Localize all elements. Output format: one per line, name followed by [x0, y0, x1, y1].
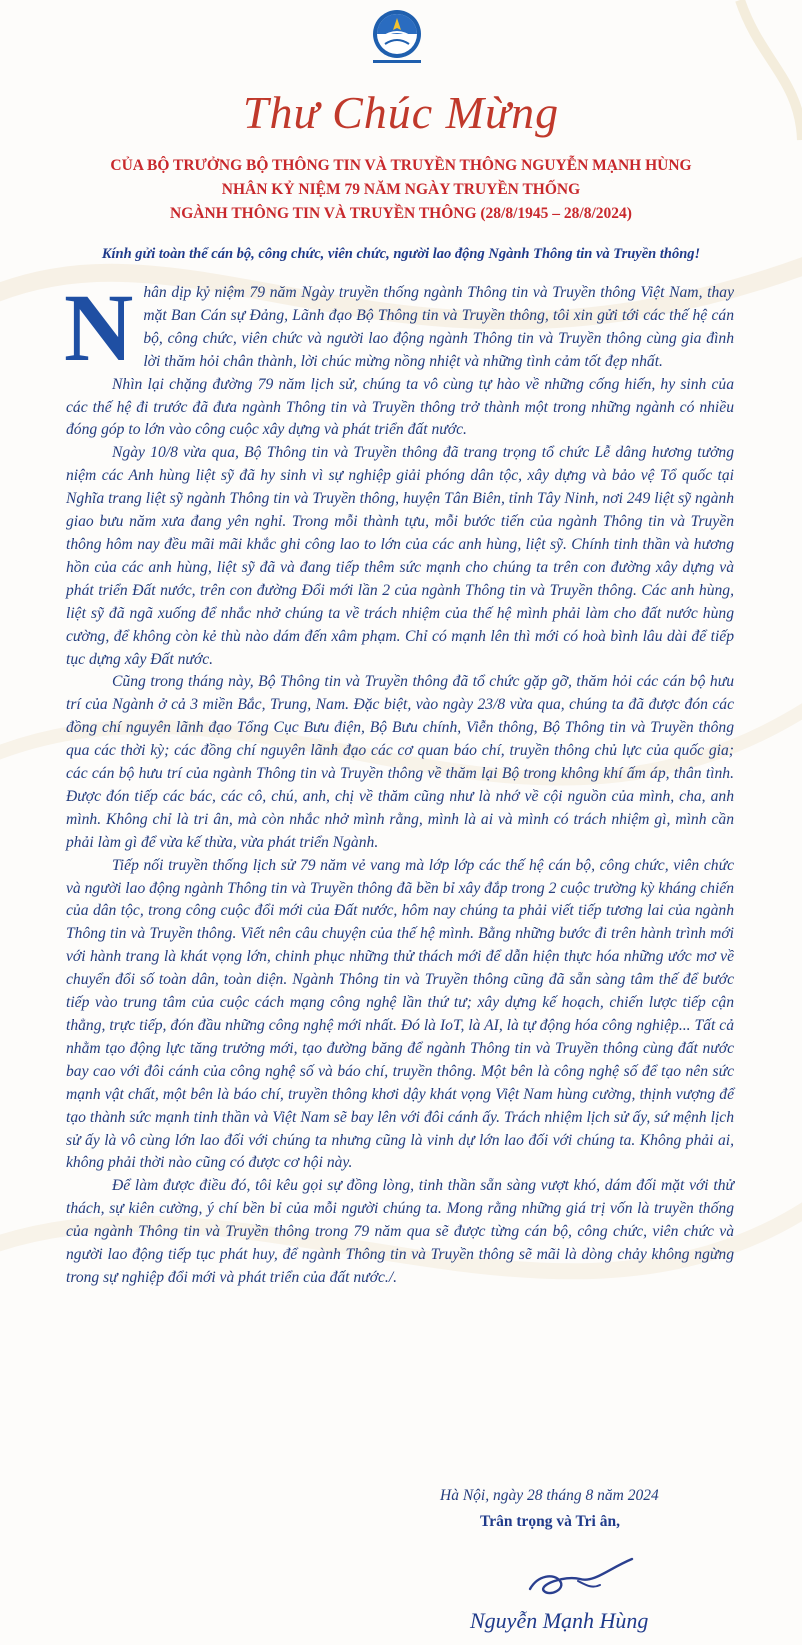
ministry-logo-icon	[361, 8, 433, 70]
paragraph-6: Để làm được điều đó, tôi kêu gọi sự đồng lòng, tinh thần sẵn sàng vượt khó, dám đối mặt với thử thách, sự kiên cường, ý chí bền bỉ của mỗi người chúng ta. Mong rằng những giá trị vốn là truyền thống của ngành Thông tin và Truyền thông trong 79 năm qua sẽ được từng cán bộ, công chức, viên chức và người lao động tiếp tục phát huy, để ngành Thông tin và Truyền thông sẽ mãi là dòng chảy không ngừng trong sự nghiệp đổi mới và phát triển của đất nước./.	[66, 1177, 734, 1286]
paragraph-5: Tiếp nối truyền thống lịch sử 79 năm vẻ vang mà lớp lớp các thế hệ cán bộ, công chức, viên chức và người lao động ngành Thông tin và Truyền thông đã bền bỉ xây đắp trong 2 cuộc trường kỳ kháng chiến của dân tộc, trong công cuộc đổi mới của Đất nước, hôm nay chúng ta phải viết tiếp tương lai của ngành Thông tin và Truyền thông. Viết nên câu chuyện của thế hệ mình. Bằng những bước đi trên hành trình mới với hành trang là khát vọng lớn, chinh phục những thử thách mới để dẫn hiện thực hóa những ước mơ về chuyển đổi số toàn dân, toàn diện. Ngành Thông tin và Truyền thông cũng đã sẵn sàng tâm thế để bước tiếp vào trung tâm của cuộc cách mạng công nghệ lần thứ tư; xây dựng kế hoạch, chiến lược tiếp cận thẳng, trực tiếp, đón đầu những công nghệ mới nhất. Đó là IoT, là AI, là tự động hóa công nghiệp... Tất cả nhằm tạo động lực tăng trưởng mới, tạo đường băng để ngành Thông tin và Truyền thông cùng đất nước bay cao với đôi cánh của công nghệ số và báo chí, truyền thông. Một bên là công nghệ số để tạo nên sức mạnh vật chất, một bên là báo chí, truyền thông khơi dậy khát vọng Việt Nam hùng cường, thịnh vượng để tạo thành sức mạnh tinh thần và Việt Nam sẽ bay lên với đôi cánh ấy. Trách nhiệm lịch sử ấy, sứ mệnh lịch sử ấy là vô cùng lớn lao đối với chúng ta nhưng cũng là vinh dự lớn lao đối với chúng ta. Không phải ai, không phải thời nào cũng có được cơ hội này.	[66, 856, 734, 1172]
paragraph-3: Ngày 10/8 vừa qua, Bộ Thông tin và Truyền thông đã trang trọng tổ chức Lễ dâng hương tưởng niệm các Anh hùng liệt sỹ đã hy sinh vì sự nghiệp giải phóng dân tộc, xây dựng và bảo vệ Tổ quốc tại Nghĩa trang liệt sỹ ngành Thông tin và Truyền thông, huyện Tân Biên, tỉnh Tây Ninh, nơi 249 liệt sỹ ngành giao bưu năm xưa đang yên nghỉ. Trong mỗi thành tựu, mỗi bước tiến của ngành Thông tin và Truyền thông hôm nay đều mãi mãi khắc ghi công lao to lớn của các anh hùng, liệt sỹ. Chính tinh thần và hương hồn của các anh hùng, liệt sỹ đã và đang tiếp thêm sức mạnh cho chúng ta trên con đường xây dựng và phát triển Đất nước, trên con đường Đổi mới lần 2 của ngành Thông tin và Truyền thông. Các anh hùng, liệt sỹ đã ngã xuống để nhắc nhở chúng ta về trách nhiệm của thế hệ mình phải làm cho đất nước hùng cường, để không còn kẻ thù nào dám đến xâm phạm. Chỉ có mạnh lên thì mới có hoà bình lâu dài để tiếp tục dựng xây Đất nước.	[66, 444, 734, 668]
paragraph-2: Nhìn lại chặng đường 79 năm lịch sử, chúng ta vô cùng tự hào về những cống hiến, hy sinh của các thế hệ đi trước đã đưa ngành Thông tin và Truyền thông trở thành một trong những ngành có nhiều đóng góp to lớn vào công cuộc xây dựng và phát triển đất nước.	[66, 375, 734, 439]
paragraph-1-text: hân dịp kỷ niệm 79 năm Ngày truyền thống ngành Thông tin và Truyền thông Việt Nam, thay mặt Ban Cán sự Đảng, Lãnh đạo Bộ Thông tin và Truyền thông, tôi xin gửi tới các thế hệ cán bộ, công chức, viên chức và người lao động ngành Thông tin và Truyền thông cùng gia đình lời thăm hỏi chân thành, lời chúc mừng nồng nhiệt và những tình cảm tốt đẹp nhất.	[143, 284, 734, 370]
handwritten-signature	[520, 1545, 640, 1605]
letter-body	[64, 274, 734, 1290]
letter-date: Hà Nội, ngày 28 tháng 8 năm 2024	[440, 1487, 659, 1504]
signer-name: Nguyễn Mạnh Hùng	[470, 1608, 649, 1633]
heading-line-1: CỦA BỘ TRƯỞNG BỘ THÔNG TIN VÀ TRUYỀN THÔNG NGUYỄN MẠNH HÙNG	[110, 157, 692, 174]
salutation: Kính gửi toàn thể cán bộ, công chức, viên chức, người lao động Ngành Thông tin và Truyền thông!	[101, 246, 701, 262]
heading-line-3: NGÀNH THÔNG TIN VÀ TRUYỀN THÔNG (28/8/1945 – 28/8/2024)	[170, 205, 632, 222]
drop-cap: N	[64, 274, 134, 381]
paragraph-1	[64, 274, 734, 381]
paragraph-4: Cũng trong tháng này, Bộ Thông tin và Truyền thông đã tổ chức gặp gỡ, thăm hỏi các cán bộ hưu trí của Ngành ở cả 3 miền Bắc, Trung, Nam. Đặc biệt, vào ngày 23/8 vừa qua, chúng ta đã được đón các đồng chí nguyên lãnh đạo Tổng Cục Bưu điện, Bộ Bưu chính, Viễn thông, Bộ Thông tin và Truyền thông qua các thời kỳ; các đồng chí nguyên lãnh đạo các cơ quan báo chí, truyền thông chủ lực của quốc gia; các cán bộ hưu trí của ngành Thông tin và Truyền thông về thăm lại Bộ trong không khí ấm áp, thân tình. Được đón tiếp các bác, các cô, chú, anh, chị về thăm cũng như là nhớ về cội nguồn của mình, cha, anh mình. Không chỉ là tri ân, mà còn nhắc nhở mình rằng, mình là ai và mình có trách nhiệm gì, mình cần phải làm gì để vừa kế thừa, vừa phát triển Ngành.	[66, 673, 734, 851]
heading-line-2: NHÂN KỶ NIỆM 79 NĂM NGÀY TRUYỀN THỐNG	[221, 181, 581, 198]
letter-title: Thư Chúc Mừng	[242, 87, 560, 138]
closing-remark: Trân trọng và Tri ân,	[480, 1513, 620, 1530]
